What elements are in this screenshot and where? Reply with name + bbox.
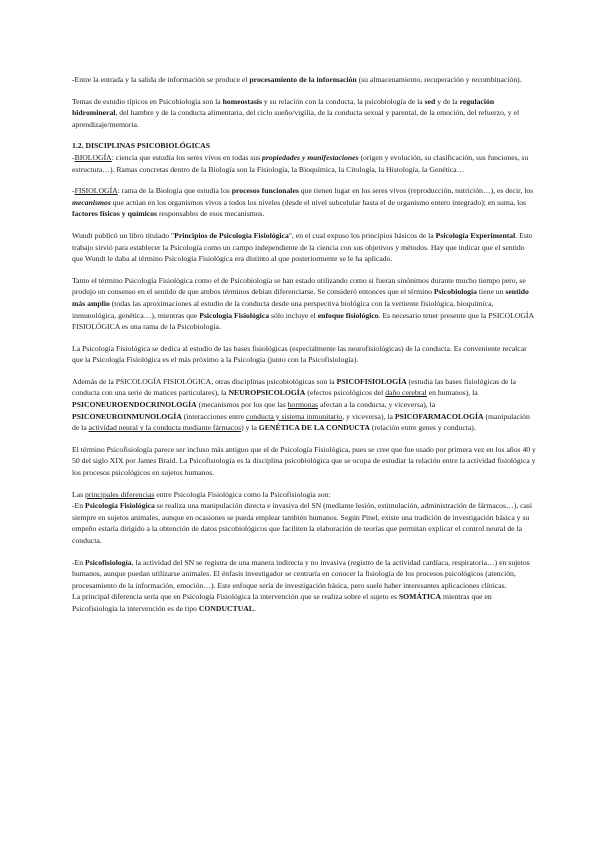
bold-italic-term: mecanismos: [72, 197, 111, 207]
bold-term: procesos funcionales: [231, 186, 299, 196]
underlined-term: daño cerebral: [385, 388, 427, 398]
text: sólo incluye el: [269, 310, 318, 320]
bold-term: homeostasis: [222, 96, 262, 106]
bold-term: Psicología Experimental: [435, 230, 516, 240]
text: y su relación con la conducta, la psicobiología de la: [261, 96, 425, 106]
text: afectan a la conducta, y viceversa), la: [318, 400, 436, 410]
text: (mecanismos por los que: [196, 400, 278, 410]
bold-term: regulación hidromineral: [72, 96, 495, 118]
bold-term: PSICOFISIOLOGÍA: [336, 376, 407, 386]
bold-term: PSICONEUROENDOCRINOLOGÍA: [72, 400, 197, 410]
text: (relación entre genes y conducta).: [369, 423, 476, 433]
text: se realiza una manipulación directa e invasiva del SN (mediante lesión, estimulación, administración de fármacos…), casi siempre en sujetos animales, aunque en ocasiones se pueda emplear también humanos. Según Pinel, existe una tradición de investigación básica y su empeño estaría dirigido a la obtención de datos psicobiológicos que faciliten la elaboración de teorías que permitan explicar el control neural de la conducta.: [72, 501, 533, 545]
text: mientras que en Psicofisiología la intervención es de tipo: [72, 592, 492, 613]
bold-term: SOMÁTICA: [398, 592, 442, 602]
underlined-term: FISIOLOGÍA: [74, 186, 118, 196]
text: , del hambre y de la conducta alimentaria, del ciclo sueño/vigilia, de la conducta sexual y parental, de la emoción, del refuerzo, y el aprendizaje/memoria.: [72, 108, 520, 129]
text: . Este trabajo sirvió para establecer la Psicología como un campo independiente de la ciencia con sus objetivos y métodos. Hay que indicar que el sentido que Wundt le daba al término Psicología Fisiológica era distinto al que posteriormente se le ha aplicado.: [72, 230, 533, 264]
bold-term: sed: [424, 96, 436, 106]
bold-term: PSICOFARMACOLOGÍA: [394, 411, 484, 421]
bold-term: Principios de Psicología Fisiológica: [174, 230, 289, 240]
text: (estudia las bases fisiológicas de la conducta con una serie de matices particulares), la: [72, 376, 516, 398]
underlined-term: hormonas: [287, 400, 319, 410]
bold-term: Psicofisiología: [85, 557, 132, 567]
paragraph-procesamiento: [72, 74, 536, 86]
paragraph-wundt: [72, 230, 536, 265]
bold-term: Psicología Fisiológica: [85, 501, 155, 511]
text: La principal diferencia sería que en Psicología Fisiológica la intervención que se realiza sobre el sujeto es: [72, 592, 399, 602]
text: que tienen lugar en los seres vivos (reproducción, nutrición…), es decir, los: [298, 186, 534, 196]
text: Tanto el término Psicología Fisiológica como el de Psicobiología se han estado utilizando como si fueran sinónimos durante mucho tiempo pero, se produjo un consenso en el sentido de que ambos términos debían diferenciarse. Se consideró entonces que el término: [72, 275, 526, 297]
text: : rama de la Biología que estudia los: [117, 186, 232, 196]
text: tiene un: [477, 287, 506, 297]
paragraph-termino: El término Psicofisiología parece ser incluso más antiguo que el de Psicología Fisiológica, pues se cree que fue usado por primera vez en los años 40 y 50 del siglo XIX por James Braid. La Psicofisiología es la disciplina psicobiológica que se ocupa de estudiar la relación entre la actividad fisiológica y los procesos psicológicos en sujetos humanos.: [72, 444, 536, 478]
text: , y viceversa), la: [342, 411, 395, 421]
text: Las: [72, 489, 86, 499]
bold-term: procesamiento de la información: [249, 75, 357, 84]
paragraph-psicofisiologia: [72, 557, 536, 615]
paragraph-fisiologia: [72, 185, 536, 220]
text: (efectos psicológicos del: [305, 388, 386, 398]
text: -En: [72, 501, 86, 511]
paragraph-ademas: [72, 376, 536, 434]
bold-term: Psicobiología: [433, 287, 477, 297]
text: Wundt publicó un libro titulado ": [72, 230, 175, 240]
text: (todas las aproximaciones al estudio de la conducta desde una perspectiva biológica con la vertiente fisiológica, bioquímica, inmunológica, genética…), mientras que: [72, 298, 494, 320]
text: -En: [72, 557, 86, 567]
paragraph-biologia: [72, 152, 536, 175]
bold-term: CONDUCTUAL: [198, 603, 254, 613]
underlined-term: actividad neural y la conducta mediante fármacos: [88, 423, 242, 433]
text: .: [253, 603, 256, 613]
text: y de la: [435, 96, 460, 106]
text: (interacciones entre: [181, 411, 247, 421]
text: ", en el cual expuso los principios básicos de la: [288, 230, 436, 240]
text: : ciencia que estudia los seres vivos en todas sus: [111, 152, 263, 162]
paragraph-temas: [72, 96, 536, 131]
text: -Entre la entrada y la salida de información se produce el: [72, 75, 250, 84]
text: (su almacenamiento, recuperación y recombinación).: [356, 75, 522, 84]
text: responsables de esos mecanismos.: [157, 209, 265, 219]
bold-term: NEUROPSICOLOGÍA: [228, 388, 306, 398]
text: entre Psicología Fisiológica como la Psicofisiología son:: [154, 489, 331, 499]
paragraph-diferencias: [72, 489, 536, 547]
text: -: [72, 186, 75, 196]
underlined-term: conducta y sistema inmunitario: [246, 411, 343, 421]
section-heading: 1.2. DISCIPLINAS PSICOBIOLÓGICAS: [72, 141, 210, 151]
text: , la actividad del SN se registra de una manera indirecta y no invasiva (registro de la actividad cardíaca, respiratoria…) en sujetos humanos, aunque puedan utilizarse animales. El énfasis investigador se centraría en conocer la fisiología de los procesos psicológicos (atención, procesamiento de la información, emoción…). Este enfoque sería de investigación básica, pero suele haber interesantes aplicaciones clínicas.: [72, 557, 530, 590]
text: -: [72, 152, 75, 162]
text: en humanos), la: [426, 388, 478, 398]
text: Temas de estudio típicos en Psicobiología son la: [72, 96, 223, 106]
text: . Es necesario tener presente que la PSICOLOGÍA FISIOLÓGICA es una rama de la Psicobiología.: [72, 310, 534, 332]
bold-italic-term: propiedades y manifestaciones: [262, 152, 359, 162]
paragraph-tanto: [72, 275, 536, 333]
bold-term: PSICONEUROINMUNOLOGÍA: [72, 411, 182, 421]
underlined-term: principales diferencias: [85, 489, 155, 499]
text: (origen y evolución, su clasificación, sus funciones, su estructura…). Ramas concretas dentro de la Biología son la Fisiología, la Bioquímica, la Citología, la Histología, la Genética…: [72, 152, 529, 174]
bold-term: enfoque fisiológico: [317, 310, 379, 320]
text: que actúan en los organismos vivos a todos los niveles (desde el nivel subcelular hasta el de organismo entero integrado); en suma, los: [110, 197, 527, 207]
underlined-term: BIOLOGÍA: [74, 152, 112, 162]
text: Además de la PSICOLOGÍA FISIOLÓGICA, otras disciplinas psicobiológicas son la: [72, 376, 337, 386]
text: las: [277, 400, 288, 410]
paragraph-dedica: La Psicología Fisiológica se dedica al estudio de las bases fisiológicas (especialmente las neurofisiológicas) de la conducta. Es conveniente recalcar que la Psicología Fisiológica es el más próximo a la Psicología (junto con la Psicofisiología).: [72, 343, 527, 365]
text: (manipulación de la: [72, 411, 530, 433]
bold-term: Psicología Fisiológica: [199, 310, 270, 320]
text: ) y la: [241, 423, 259, 433]
bold-term: factores físicos y químicos: [72, 209, 158, 219]
bold-term: sentido más amplio: [72, 287, 529, 308]
bold-term: GENÉTICA DE LA CONDUCTA: [258, 423, 370, 433]
